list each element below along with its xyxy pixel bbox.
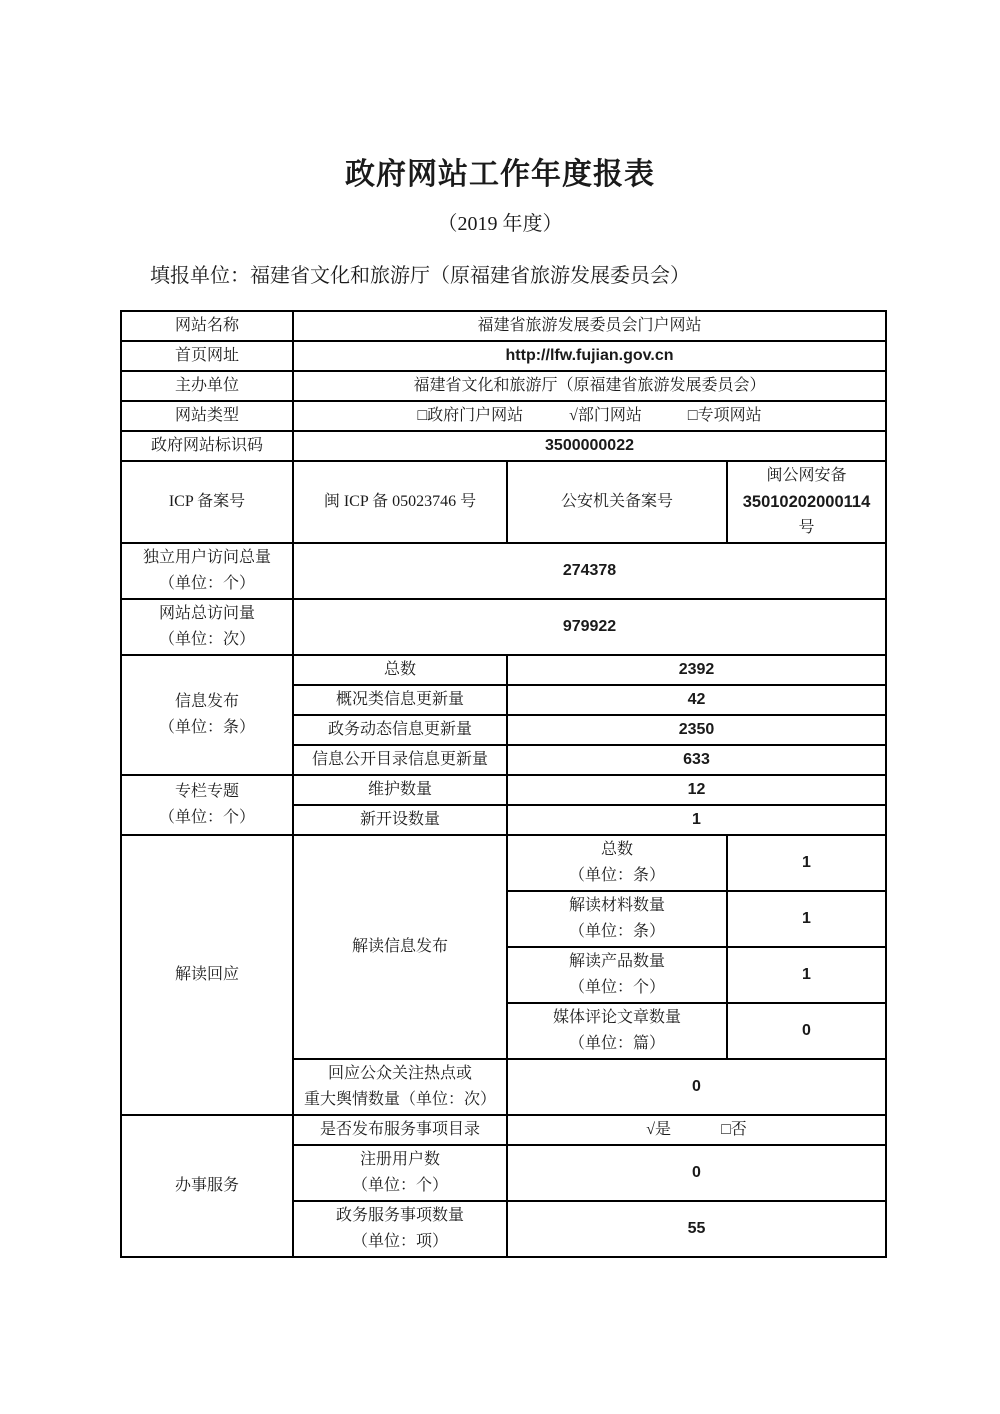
site-name-label: 网站名称 xyxy=(121,311,293,341)
services-catalog-label: 是否发布服务事项目录 xyxy=(293,1115,507,1145)
interpretation-material-value: 1 xyxy=(727,891,886,947)
registered-users-label xyxy=(293,1145,507,1201)
interpretation-media-label-text: 媒体评论文章数量 xyxy=(552,1009,681,1026)
interpretation-total-label-text: 总数 xyxy=(600,841,633,858)
info-publish-total-value: 2392 xyxy=(507,655,886,685)
registered-users-unit: （单位：个） xyxy=(351,1177,448,1194)
table-row xyxy=(121,599,886,655)
unique-visitors-unit: （单位：个） xyxy=(158,575,255,592)
info-publish-overview-value: 42 xyxy=(507,685,886,715)
interpretation-product-value: 1 xyxy=(727,947,886,1003)
organizer-value: 福建省文化和旅游厅（原福建省旅游发展委员会） xyxy=(293,371,886,401)
hot-response-value: 0 xyxy=(507,1059,886,1115)
police-record-value xyxy=(727,461,886,543)
special-columns-maintained-value: 12 xyxy=(507,775,886,805)
interpretation-total-label xyxy=(507,835,727,891)
service-items-label xyxy=(293,1201,507,1257)
services-catalog-yes: √是 xyxy=(646,1121,672,1138)
police-record-line2: 35010202000114 xyxy=(742,493,871,511)
services-catalog-options xyxy=(507,1115,886,1145)
interpretation-total-unit: （单位：条） xyxy=(568,867,665,884)
table-row xyxy=(121,431,886,461)
info-publish-news-value: 2350 xyxy=(507,715,886,745)
total-visits-unit: （单位：次） xyxy=(158,631,255,648)
page-subtitle: （2019 年度） xyxy=(437,213,563,235)
home-url-label: 首页网址 xyxy=(121,341,293,371)
unique-visitors-label xyxy=(121,543,293,599)
interpretation-media-value: 0 xyxy=(727,1003,886,1059)
table-row xyxy=(121,461,886,543)
special-columns-new-value: 1 xyxy=(507,805,886,835)
services-label: 办事服务 xyxy=(121,1115,293,1257)
hot-response-label-line2: 重大舆情数量（单位：次） xyxy=(303,1091,496,1108)
interpretation-media-label xyxy=(507,1003,727,1059)
info-publish-news-label: 政务动态信息更新量 xyxy=(293,715,507,745)
info-publish-label-text: 信息发布 xyxy=(174,693,239,710)
interpretation-publish-label: 解读信息发布 xyxy=(293,835,507,1059)
interpretation-material-label xyxy=(507,891,727,947)
interpretation-media-unit: （单位：篇） xyxy=(568,1035,665,1052)
home-url-value: http://lfw.fujian.gov.cn xyxy=(293,341,886,371)
table-row xyxy=(121,775,886,805)
police-record-label: 公安机关备案号 xyxy=(507,461,727,543)
annual-report-table xyxy=(120,310,887,1258)
police-record-line3: 号 xyxy=(798,519,815,536)
hot-response-label xyxy=(293,1059,507,1115)
table-row xyxy=(121,835,886,891)
site-type-option-gov-portal: □政府门户网站 xyxy=(417,407,524,424)
site-code-label: 政府网站标识码 xyxy=(121,431,293,461)
site-code-value: 3500000022 xyxy=(293,431,886,461)
special-columns-unit: （单位：个） xyxy=(158,809,255,826)
page-title: 政府网站工作年度报表 xyxy=(345,158,655,191)
unique-visitors-value: 274378 xyxy=(293,543,886,599)
site-type-option-department: √部门网站 xyxy=(569,407,642,424)
special-columns-new-label: 新开设数量 xyxy=(293,805,507,835)
site-type-label: 网站类型 xyxy=(121,401,293,431)
interpretation-total-value: 1 xyxy=(727,835,886,891)
table-row xyxy=(121,311,886,341)
registered-users-value: 0 xyxy=(507,1145,886,1201)
registered-users-label-text: 注册用户数 xyxy=(359,1151,440,1168)
info-publish-catalog-label: 信息公开目录信息更新量 xyxy=(293,745,507,775)
table-row xyxy=(121,655,886,685)
interpretation-material-unit: （单位：条） xyxy=(568,923,665,940)
police-record-line1: 闽公网安备 xyxy=(766,467,847,484)
reporting-unit-line: 填报单位：福建省文化和旅游厅（原福建省旅游发展委员会） xyxy=(150,265,690,287)
info-publish-overview-label: 概况类信息更新量 xyxy=(293,685,507,715)
table-row xyxy=(121,543,886,599)
site-type-options xyxy=(293,401,886,431)
special-columns-label xyxy=(121,775,293,835)
interpretation-product-label-text: 解读产品数量 xyxy=(568,953,665,970)
table-row xyxy=(121,1115,886,1145)
services-catalog-no: □否 xyxy=(721,1121,747,1138)
info-publish-unit: （单位：条） xyxy=(158,719,255,736)
icp-label: ICP 备案号 xyxy=(121,461,293,543)
unique-visitors-label-text: 独立用户访问总量 xyxy=(142,549,271,566)
table-row xyxy=(121,341,886,371)
info-publish-total-label: 总数 xyxy=(293,655,507,685)
table-row xyxy=(121,401,886,431)
icp-value: 闽 ICP 备 05023746 号 xyxy=(293,461,507,543)
special-columns-maintained-label: 维护数量 xyxy=(293,775,507,805)
interpretation-label: 解读回应 xyxy=(121,835,293,1115)
info-publish-catalog-value: 633 xyxy=(507,745,886,775)
service-items-value: 55 xyxy=(507,1201,886,1257)
table-row xyxy=(121,371,886,401)
interpretation-material-label-text: 解读材料数量 xyxy=(568,897,665,914)
site-type-option-special: □专项网站 xyxy=(687,407,762,424)
total-visits-value: 979922 xyxy=(293,599,886,655)
interpretation-product-unit: （单位：个） xyxy=(568,979,665,996)
organizer-label: 主办单位 xyxy=(121,371,293,401)
service-items-unit: （单位：项） xyxy=(351,1233,448,1250)
special-columns-label-text: 专栏专题 xyxy=(174,783,239,800)
site-name-value: 福建省旅游发展委员会门户网站 xyxy=(293,311,886,341)
hot-response-label-line1: 回应公众关注热点或 xyxy=(327,1065,472,1082)
total-visits-label-text: 网站总访问量 xyxy=(158,605,255,622)
service-items-label-text: 政务服务事项数量 xyxy=(335,1207,464,1224)
info-publish-label xyxy=(121,655,293,775)
interpretation-product-label xyxy=(507,947,727,1003)
total-visits-label xyxy=(121,599,293,655)
